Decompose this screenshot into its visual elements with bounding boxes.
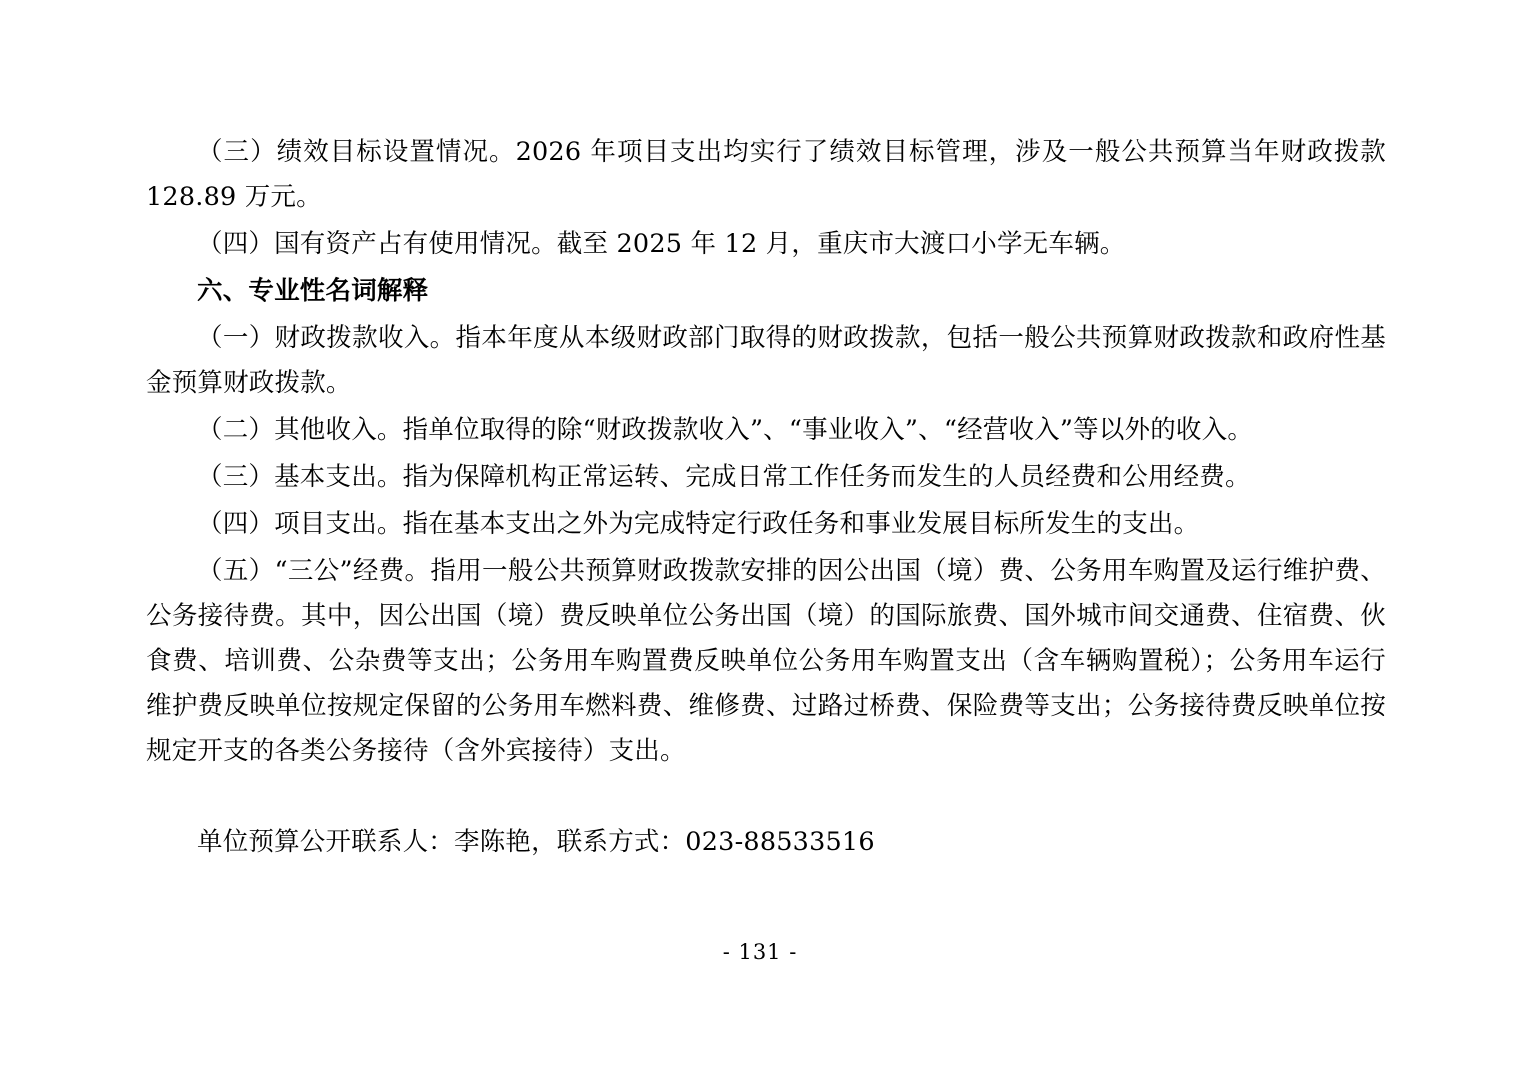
page-number: - 131 - — [722, 940, 798, 964]
page-content — [146, 130, 1386, 867]
paragraph-state-assets: （四）国有资产占有使用情况。截至 2025 年 12 月，重庆市大渡口小学无车辆。 — [197, 229, 1126, 259]
definition-fiscal-appropriation-income: （一）财政拨款收入。指本年度从本级财政部门取得的财政拨款，包括一般公共预算财政拨款和政府性基金预算财政拨款。 — [146, 323, 1386, 398]
section-heading-terminology: 六、专业性名词解释 — [197, 276, 429, 306]
definition-three-public-expenses: （五）“三公”经费。指用一般公共预算财政拨款安排的因公出国（境）费、公务用车购置及运行维护费、公务接待费。其中，因公出国（境）费反映单位公务出国（境）的国际旅费、国外城市间交通费、住宿费、伙食费、培训费、公杂费等支出；公务用车购置费反映单位公务用车购置支出（含车辆购置税）；公务用车运行维护费反映单位按规定保留的公务用车燃料费、维修费、过路过桥费、保险费等支出；公务接待费反映单位按规定开支的各类公务接待（含外宾接待）支出。 — [146, 556, 1386, 766]
definition-basic-expenditure: （三）基本支出。指为保障机构正常运转、完成日常工作任务而发生的人员经费和公用经费。 — [197, 462, 1251, 492]
definition-other-income: （二）其他收入。指单位取得的除“财政拨款收入”、“事业收入”、“经营收入”等以外的收入。 — [197, 415, 1254, 445]
contact-line: 单位预算公开联系人：李陈艳，联系方式：023-88533516 — [197, 827, 875, 857]
paragraph-performance-goals: （三）绩效目标设置情况。2026 年项目支出均实行了绩效目标管理，涉及一般公共预算当年财政拨款 128.89 万元。 — [146, 137, 1386, 212]
definition-project-expenditure: （四）项目支出。指在基本支出之外为完成特定行政任务和事业发展目标所发生的支出。 — [197, 509, 1200, 539]
